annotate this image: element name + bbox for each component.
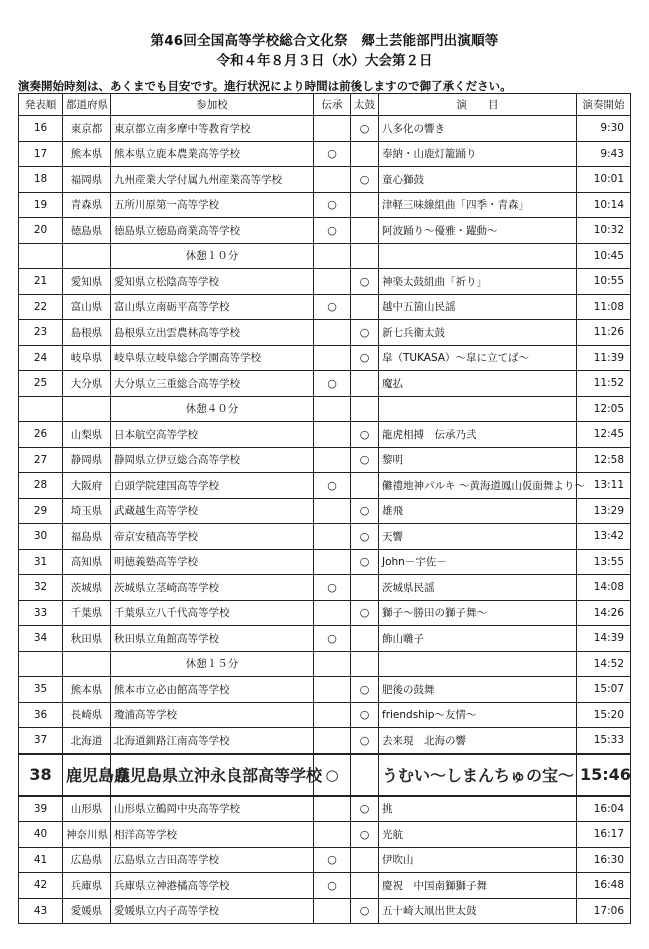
school-name: 茨城県立茎崎高等学校 <box>111 575 314 601</box>
performance-order: 21 <box>19 269 63 295</box>
program-title: 天響 <box>379 524 577 550</box>
table-row <box>19 626 631 652</box>
table-row <box>19 447 631 473</box>
program-title: 童心獅鼓 <box>379 167 577 193</box>
break-label: 休憩１０分 <box>111 243 314 269</box>
densho-mark <box>314 822 351 848</box>
table-row <box>19 847 631 873</box>
start-time: 9:30 <box>577 116 631 142</box>
school-name: 愛知県立松陰高等学校 <box>111 269 314 295</box>
school-name: 熊本市立必由館高等学校 <box>111 677 314 703</box>
prefecture: 大阪府 <box>63 473 111 499</box>
school-name: 愛媛県立内子高等学校 <box>111 898 314 924</box>
start-time: 16:04 <box>577 796 631 822</box>
start-time: 14:08 <box>577 575 631 601</box>
table-row <box>19 524 631 550</box>
prefecture: 茨城県 <box>63 575 111 601</box>
empty-cell <box>351 396 379 422</box>
school-name: 瓊浦高等学校 <box>111 702 314 728</box>
taiko-mark: ○ <box>351 116 379 142</box>
prefecture: 鹿児島県 <box>63 754 111 796</box>
table-row <box>19 677 631 703</box>
table-row <box>19 600 631 626</box>
taiko-mark <box>351 294 379 320</box>
taiko-mark: ○ <box>351 822 379 848</box>
empty-cell <box>63 651 111 677</box>
start-time: 11:39 <box>577 345 631 371</box>
school-name: 武蔵越生高等学校 <box>111 498 314 524</box>
performance-order: 16 <box>19 116 63 142</box>
performance-order: 27 <box>19 447 63 473</box>
school-name: 日本航空高等学校 <box>111 422 314 448</box>
table-row <box>19 294 631 320</box>
performance-order: 30 <box>19 524 63 550</box>
taiko-mark: ○ <box>351 702 379 728</box>
start-time: 13:42 <box>577 524 631 550</box>
densho-mark <box>314 728 351 754</box>
performance-order: 32 <box>19 575 63 601</box>
table-row <box>19 898 631 924</box>
table-row <box>19 702 631 728</box>
empty-cell <box>19 243 63 269</box>
taiko-mark: ○ <box>351 898 379 924</box>
school-name: 大分県立三重総合高等学校 <box>111 371 314 397</box>
prefecture: 千葉県 <box>63 600 111 626</box>
prefecture: 長崎県 <box>63 702 111 728</box>
densho-mark <box>314 269 351 295</box>
performance-order: 18 <box>19 167 63 193</box>
start-time: 12:05 <box>577 396 631 422</box>
densho-mark: ○ <box>314 192 351 218</box>
start-time: 10:01 <box>577 167 631 193</box>
table-row <box>19 320 631 346</box>
timing-note: 演奏開始時刻は、あくまでも目安です。進行状況により時間は前後しますので御了承ください。 <box>18 79 512 93</box>
densho-mark <box>314 549 351 575</box>
performance-order: 26 <box>19 422 63 448</box>
taiko-mark <box>351 575 379 601</box>
densho-mark <box>314 320 351 346</box>
table-row <box>19 371 631 397</box>
prefecture: 広島県 <box>63 847 111 873</box>
densho-mark: ○ <box>314 873 351 899</box>
start-time: 12:45 <box>577 422 631 448</box>
performance-order: 38 <box>19 754 63 796</box>
prefecture: 高知県 <box>63 549 111 575</box>
school-name: 静岡県立伊豆総合高等学校 <box>111 447 314 473</box>
school-name: 兵庫県立神港橘高等学校 <box>111 873 314 899</box>
school-name: 秋田県立角館高等学校 <box>111 626 314 652</box>
table-row <box>19 141 631 167</box>
start-time: 11:52 <box>577 371 631 397</box>
table-row <box>19 728 631 754</box>
start-time: 15:20 <box>577 702 631 728</box>
start-time: 11:26 <box>577 320 631 346</box>
start-time: 12:58 <box>577 447 631 473</box>
school-name: 北海道釧路江南高等学校 <box>111 728 314 754</box>
performance-order: 33 <box>19 600 63 626</box>
densho-mark <box>314 345 351 371</box>
start-time: 15:07 <box>577 677 631 703</box>
taiko-mark: ○ <box>351 728 379 754</box>
start-time: 13:11 <box>577 473 631 499</box>
school-name: 九州産業大学付属九州産業高等学校 <box>111 167 314 193</box>
school-name: 五所川原第一高等学校 <box>111 192 314 218</box>
taiko-mark <box>351 371 379 397</box>
header-prefecture: 都道府県 <box>63 94 111 116</box>
empty-cell <box>379 396 577 422</box>
program-title: 皐（TUKASA）～皐に立てば～ <box>379 345 577 371</box>
header-school: 参加校 <box>111 94 314 116</box>
table-row <box>19 473 631 499</box>
densho-mark <box>314 167 351 193</box>
table-row <box>19 796 631 822</box>
taiko-mark <box>351 192 379 218</box>
taiko-mark: ○ <box>351 320 379 346</box>
prefecture: 愛知県 <box>63 269 111 295</box>
program-title: 獅子～勝田の獅子舞～ <box>379 600 577 626</box>
start-time: 10:14 <box>577 192 631 218</box>
start-time: 14:26 <box>577 600 631 626</box>
prefecture: 徳島県 <box>63 218 111 244</box>
school-name: 富山県立南砺平高等学校 <box>111 294 314 320</box>
prefecture: 山形県 <box>63 796 111 822</box>
performance-order: 42 <box>19 873 63 899</box>
densho-mark <box>314 116 351 142</box>
prefecture: 兵庫県 <box>63 873 111 899</box>
table-header-row <box>19 94 631 116</box>
table-row <box>19 549 631 575</box>
densho-mark: ○ <box>314 218 351 244</box>
program-title: 儺禮地神パルキ ～黄海道鳳山仮面舞より～ <box>379 473 577 499</box>
break-row <box>19 243 631 269</box>
header-order: 発表順 <box>19 94 63 116</box>
densho-mark <box>314 702 351 728</box>
performance-order: 22 <box>19 294 63 320</box>
document-title: 第46回全国高等学校総合文化祭 郷土芸能部門出演順等 <box>150 33 499 49</box>
prefecture: 北海道 <box>63 728 111 754</box>
prefecture: 東京都 <box>63 116 111 142</box>
prefecture: 山梨県 <box>63 422 111 448</box>
densho-mark: ○ <box>314 626 351 652</box>
performance-order: 25 <box>19 371 63 397</box>
table-row <box>19 498 631 524</box>
empty-cell <box>63 243 111 269</box>
performance-order: 31 <box>19 549 63 575</box>
program-title: 阿波踊り～優雅・躍動～ <box>379 218 577 244</box>
start-time: 9:43 <box>577 141 631 167</box>
prefecture: 神奈川県 <box>63 822 111 848</box>
taiko-mark <box>351 626 379 652</box>
performance-order: 40 <box>19 822 63 848</box>
program-title: 奉納・山鹿灯籠踊り <box>379 141 577 167</box>
densho-mark: ○ <box>314 294 351 320</box>
empty-cell <box>379 243 577 269</box>
school-name: 鹿児島県立沖永良部高等学校 <box>111 754 314 796</box>
school-name: 千葉県立八千代高等学校 <box>111 600 314 626</box>
program-title: 神楽太鼓組曲「祈り」 <box>379 269 577 295</box>
densho-mark <box>314 600 351 626</box>
performance-order: 20 <box>19 218 63 244</box>
taiko-mark: ○ <box>351 549 379 575</box>
start-time: 16:48 <box>577 873 631 899</box>
table-row <box>19 116 631 142</box>
program-title: 肥後の鼓舞 <box>379 677 577 703</box>
taiko-mark <box>351 847 379 873</box>
header-densho: 伝承 <box>314 94 351 116</box>
program-title: 八多化の響き <box>379 116 577 142</box>
taiko-mark: ○ <box>351 796 379 822</box>
document-subtitle: 令和４年８月３日（水）大会第２日 <box>216 53 433 69</box>
taiko-mark <box>351 218 379 244</box>
performance-order: 37 <box>19 728 63 754</box>
prefecture: 埼玉県 <box>63 498 111 524</box>
school-name: 明徳義塾高等学校 <box>111 549 314 575</box>
taiko-mark: ○ <box>351 498 379 524</box>
densho-mark: ○ <box>314 371 351 397</box>
start-time: 16:17 <box>577 822 631 848</box>
break-label: 休憩１５分 <box>111 651 314 677</box>
break-row <box>19 651 631 677</box>
program-title: 越中五箇山民謡 <box>379 294 577 320</box>
header-start-time: 演奏開始 <box>577 94 631 116</box>
taiko-mark: ○ <box>351 422 379 448</box>
densho-mark: ○ <box>314 754 351 796</box>
empty-cell <box>63 396 111 422</box>
taiko-mark: ○ <box>351 524 379 550</box>
taiko-mark <box>351 754 379 796</box>
performance-schedule-table <box>18 93 631 924</box>
school-name: 島根県立出雲農林高等学校 <box>111 320 314 346</box>
program-title: 光航 <box>379 822 577 848</box>
program-title: 黎明 <box>379 447 577 473</box>
prefecture: 熊本県 <box>63 677 111 703</box>
header-program: 演 目 <box>379 94 577 116</box>
break-row <box>19 396 631 422</box>
prefecture: 福島県 <box>63 524 111 550</box>
empty-cell <box>19 651 63 677</box>
taiko-mark: ○ <box>351 345 379 371</box>
program-title: 雄飛 <box>379 498 577 524</box>
start-time: 16:30 <box>577 847 631 873</box>
taiko-mark <box>351 873 379 899</box>
school-name: 帝京安積高等学校 <box>111 524 314 550</box>
empty-cell <box>19 396 63 422</box>
prefecture: 熊本県 <box>63 141 111 167</box>
taiko-mark: ○ <box>351 600 379 626</box>
program-title: 龍虎相搏 伝承乃弐 <box>379 422 577 448</box>
break-label: 休憩４０分 <box>111 396 314 422</box>
school-name: 岐阜県立岐阜総合学園高等学校 <box>111 345 314 371</box>
performance-order: 41 <box>19 847 63 873</box>
densho-mark <box>314 422 351 448</box>
performance-order: 17 <box>19 141 63 167</box>
program-title: 津軽三味線組曲「四季・青森」 <box>379 192 577 218</box>
empty-cell <box>351 243 379 269</box>
densho-mark <box>314 524 351 550</box>
start-time: 10:55 <box>577 269 631 295</box>
table-row <box>19 873 631 899</box>
densho-mark <box>314 796 351 822</box>
taiko-mark: ○ <box>351 269 379 295</box>
prefecture: 愛媛県 <box>63 898 111 924</box>
densho-mark: ○ <box>314 847 351 873</box>
densho-mark: ○ <box>314 141 351 167</box>
header-taiko: 太鼓 <box>351 94 379 116</box>
start-time: 13:55 <box>577 549 631 575</box>
table-row <box>19 575 631 601</box>
start-time: 10:32 <box>577 218 631 244</box>
school-name: 山形県立鶴岡中央高等学校 <box>111 796 314 822</box>
program-title: 新七兵衛太鼓 <box>379 320 577 346</box>
start-time: 15:33 <box>577 728 631 754</box>
program-title: 飾山囃子 <box>379 626 577 652</box>
prefecture: 青森県 <box>63 192 111 218</box>
densho-mark: ○ <box>314 473 351 499</box>
table-row <box>19 218 631 244</box>
densho-mark <box>314 677 351 703</box>
prefecture: 富山県 <box>63 294 111 320</box>
performance-order: 39 <box>19 796 63 822</box>
table-row <box>19 269 631 295</box>
start-time: 11:08 <box>577 294 631 320</box>
program-title: John－宇佐－ <box>379 549 577 575</box>
start-time: 14:39 <box>577 626 631 652</box>
prefecture: 福岡県 <box>63 167 111 193</box>
empty-cell <box>314 651 351 677</box>
densho-mark <box>314 447 351 473</box>
school-name: 徳島県立徳島商業高等学校 <box>111 218 314 244</box>
densho-mark: ○ <box>314 575 351 601</box>
prefecture: 島根県 <box>63 320 111 346</box>
densho-mark <box>314 898 351 924</box>
start-time: 14:52 <box>577 651 631 677</box>
performance-order: 34 <box>19 626 63 652</box>
performance-order: 19 <box>19 192 63 218</box>
program-title: 挑 <box>379 796 577 822</box>
performance-order: 43 <box>19 898 63 924</box>
program-title: 伊吹山 <box>379 847 577 873</box>
school-name: 相洋高等学校 <box>111 822 314 848</box>
performance-order: 23 <box>19 320 63 346</box>
table-row <box>19 192 631 218</box>
taiko-mark <box>351 141 379 167</box>
table-row <box>19 167 631 193</box>
table-row-highlighted <box>19 754 631 796</box>
taiko-mark: ○ <box>351 447 379 473</box>
empty-cell <box>351 651 379 677</box>
start-time: 17:06 <box>577 898 631 924</box>
performance-order: 36 <box>19 702 63 728</box>
densho-mark <box>314 498 351 524</box>
school-name: 東京都立南多摩中等教育学校 <box>111 116 314 142</box>
start-time: 10:45 <box>577 243 631 269</box>
performance-order: 29 <box>19 498 63 524</box>
performance-order: 35 <box>19 677 63 703</box>
program-title: 慶祝 中国南獅獅子舞 <box>379 873 577 899</box>
program-title: 去来現 北海の響 <box>379 728 577 754</box>
table-body <box>19 116 631 924</box>
taiko-mark <box>351 473 379 499</box>
empty-cell <box>314 243 351 269</box>
program-title: うむい～しまんちゅの宝～ <box>379 754 577 796</box>
table-row <box>19 822 631 848</box>
empty-cell <box>379 651 577 677</box>
performance-order: 28 <box>19 473 63 499</box>
start-time: 15:46 <box>577 754 631 796</box>
school-name: 熊本県立鹿本農業高等学校 <box>111 141 314 167</box>
program-title: 魔払 <box>379 371 577 397</box>
prefecture: 岐阜県 <box>63 345 111 371</box>
taiko-mark: ○ <box>351 167 379 193</box>
performance-order: 24 <box>19 345 63 371</box>
prefecture: 大分県 <box>63 371 111 397</box>
table-row <box>19 345 631 371</box>
school-name: 広島県立吉田高等学校 <box>111 847 314 873</box>
program-title: 五十崎大凧出世太鼓 <box>379 898 577 924</box>
empty-cell <box>314 396 351 422</box>
taiko-mark: ○ <box>351 677 379 703</box>
prefecture: 静岡県 <box>63 447 111 473</box>
table-row <box>19 422 631 448</box>
school-name: 白頭学院建国高等学校 <box>111 473 314 499</box>
program-title: friendship～友情～ <box>379 702 577 728</box>
start-time: 13:29 <box>577 498 631 524</box>
prefecture: 秋田県 <box>63 626 111 652</box>
program-title: 茨城県民謡 <box>379 575 577 601</box>
